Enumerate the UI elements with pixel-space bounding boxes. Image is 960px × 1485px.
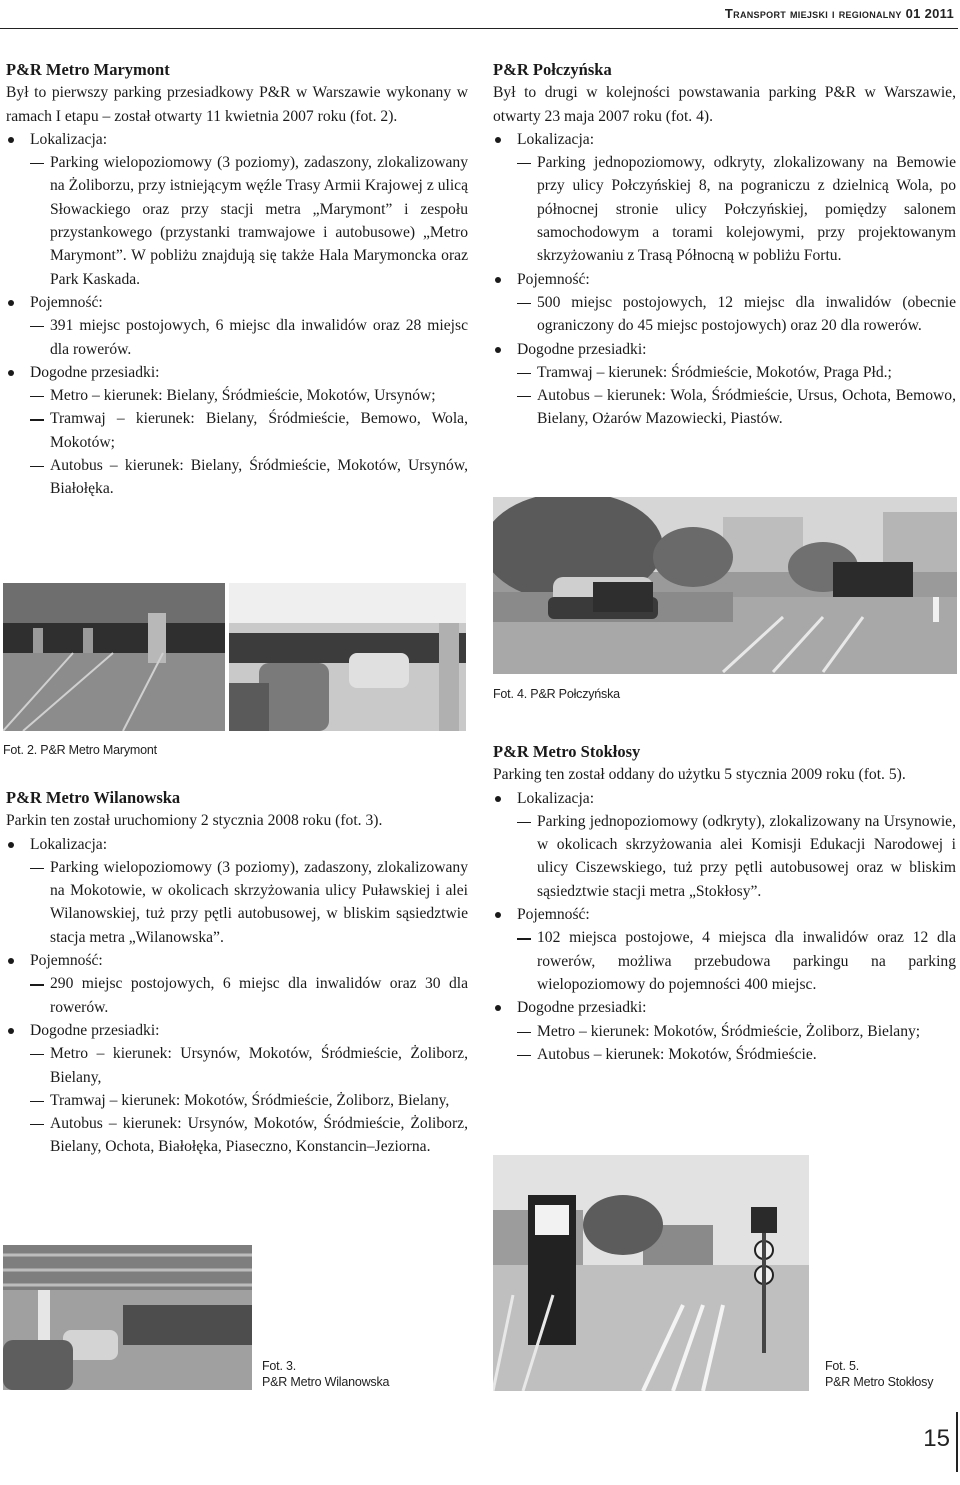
connections-label: Dogodne przesiadki:	[6, 1019, 468, 1042]
connections-label: Dogodne przesiadki:	[493, 996, 956, 1019]
page-number-rule	[956, 1412, 958, 1472]
caption-number: Fot. 5.	[825, 1359, 860, 1373]
capacity-text: 391 miejsc postojowych, 6 miejsc dla inwalidów oraz 28 miejsc dla rowerów.	[6, 314, 468, 361]
journal-title: Transport miejski i regionalny 01 2011	[724, 6, 954, 21]
photo-polczynska	[493, 497, 957, 674]
capacity-label: Pojemność:	[6, 291, 468, 314]
connection-item: Tramwaj – kierunek: Mokotów, Śródmieście, Żoliborz, Bielany,	[6, 1089, 468, 1112]
section-title: P&R Metro Stokłosy	[493, 742, 641, 761]
caption-number: Fot. 3.	[262, 1359, 297, 1373]
photo-wilanowska	[3, 1245, 252, 1390]
connections-label: Dogodne przesiadki:	[493, 338, 956, 361]
caption-title: P&R Metro Wilanowska	[262, 1375, 390, 1389]
location-text: Parking jednopoziomowy, odkryty, zlokalizowany na Bemowie przy ulicy Połczyńskiej 8, na pograniczu z dzielnicą Wola, po północnej stronie ulicy Połczyńskiej, pomiędzy salonem samochodowym a torami kolejowymi, przy projektowanym skrzyżowaniu z Trasą Północną w pobliżu Fortu.	[493, 151, 956, 267]
section-intro: Był to drugi w kolejności powstawania parking P&R w Warszawie, otwarty 23 maja 2007 roku (fot. 4).	[493, 84, 956, 125]
photo-stoklosy	[493, 1155, 809, 1391]
capacity-label: Pojemność:	[493, 903, 956, 926]
connection-item: Autobus – kierunek: Mokotów, Śródmieście.	[493, 1043, 956, 1066]
caption-fot4: Fot. 4. P&R Połczyńska	[493, 687, 620, 701]
connection-item: Tramwaj – kierunek: Śródmieście, Mokotów, Praga Płd.;	[493, 361, 956, 384]
capacity-text: 500 miejsc postojowych, 12 miejsc dla inwalidów (obecnie ograniczony do 45 miejsc postojowych) oraz 20 dla rowerów.	[493, 291, 956, 338]
capacity-text: 290 miejsc postojowych, 6 miejsc dla inwalidów oraz 30 dla rowerów.	[6, 972, 468, 1019]
location-label: Lokalizacja:	[6, 833, 468, 856]
connections-label: Dogodne przesiadki:	[6, 361, 468, 384]
caption-fot2: Fot. 2. P&R Metro Marymont	[3, 743, 157, 757]
capacity-label: Pojemność:	[493, 268, 956, 291]
connection-item: Metro – kierunek: Bielany, Śródmieście, Mokotów, Ursynów;	[6, 384, 468, 407]
location-text: Parking wielopoziomowy (3 poziomy), zadaszony, zlokalizowany na Mokotowie, w okolicach skrzyżowania ulicy Puławskiej i alei Wilanowskiej, tuż przy pętli autobusowej, w bliskim sąsiedztwie stacja metra „Wilanowska”.	[6, 856, 468, 949]
photo-marymont-2	[229, 583, 466, 731]
caption-fot3	[262, 1358, 389, 1390]
section-title: P&R Metro Wilanowska	[6, 788, 181, 807]
caption-fot5	[825, 1358, 933, 1390]
section-wilanowska	[6, 786, 468, 1159]
page-number: 15	[923, 1425, 950, 1452]
connection-item: Autobus – kierunek: Bielany, Śródmieście, Mokotów, Ursynów, Białołęka.	[6, 454, 468, 501]
section-marymont	[6, 58, 468, 501]
location-text: Parking wielopoziomowy (3 poziomy), zadaszony, zlokalizowany na Żoliborzu, przy istniejącym węźle Trasy Armii Krajowej z ulicą Słowackiego oraz przy stacji metra „Marymont” i zespołu przystankowego (przystanki tramwajowe i autobusowe) „Metro Marymont”. W pobliżu znajdują się także Hala Marymoncka oraz Park Kaskada.	[6, 151, 468, 291]
connection-item: Metro – kierunek: Mokotów, Śródmieście, Żoliborz, Bielany;	[493, 1020, 956, 1043]
connection-item: Metro – kierunek: Ursynów, Mokotów, Śródmieście, Żoliborz, Bielany,	[6, 1042, 468, 1089]
location-label: Lokalizacja:	[6, 128, 468, 151]
caption-title: P&R Metro Stokłosy	[825, 1375, 934, 1389]
section-intro: Parkin ten został uruchomiony 2 stycznia 2008 roku (fot. 3).	[6, 812, 383, 830]
capacity-label: Pojemność:	[6, 949, 468, 972]
location-label: Lokalizacja:	[493, 787, 956, 810]
photo-marymont-1	[3, 583, 225, 731]
connection-item: Autobus – kierunek: Ursynów, Mokotów, Śródmieście, Żoliborz, Bielany, Ochota, Białołęka, Piaseczno, Konstancin–Jeziorna.	[6, 1112, 468, 1159]
section-polczynska	[493, 58, 956, 431]
connection-item: Tramwaj – kierunek: Bielany, Śródmieście, Bemowo, Wola, Mokotów;	[6, 407, 468, 454]
section-title: P&R Metro Marymont	[6, 60, 170, 79]
section-intro: Był to pierwszy parking przesiadkowy P&R w Warszawie wykonany w ramach I etapu – został otwarty 11 kwietnia 2007 roku (fot. 2).	[6, 84, 468, 125]
section-stoklosy	[493, 740, 956, 1066]
connection-item: Autobus – kierunek: Wola, Śródmieście, Ursus, Ochota, Bemowo, Bielany, Ożarów Mazowiecki, Piastów.	[493, 384, 956, 431]
location-text: Parking jednopoziomowy (odkryty), zlokalizowany na Ursynowie, w okolicach skrzyżowania alei Komisji Edukacji Narodowej i ulicy Ciszewskiego, tuż przy pętli autobusowej oraz w bliskim sąsiedztwie stacji metra „Stokłosy”.	[493, 810, 956, 903]
section-title: P&R Połczyńska	[493, 60, 612, 79]
capacity-text: 102 miejsca postojowe, 4 miejsca dla inwalidów oraz 12 dla rowerów, możliwa przebudowa parkingu na parking wielopoziomowy do pojemności 400 miejsc.	[493, 926, 956, 996]
section-intro: Parking ten został oddany do użytku 5 stycznia 2009 roku (fot. 5).	[493, 766, 906, 784]
location-label: Lokalizacja:	[493, 128, 956, 151]
